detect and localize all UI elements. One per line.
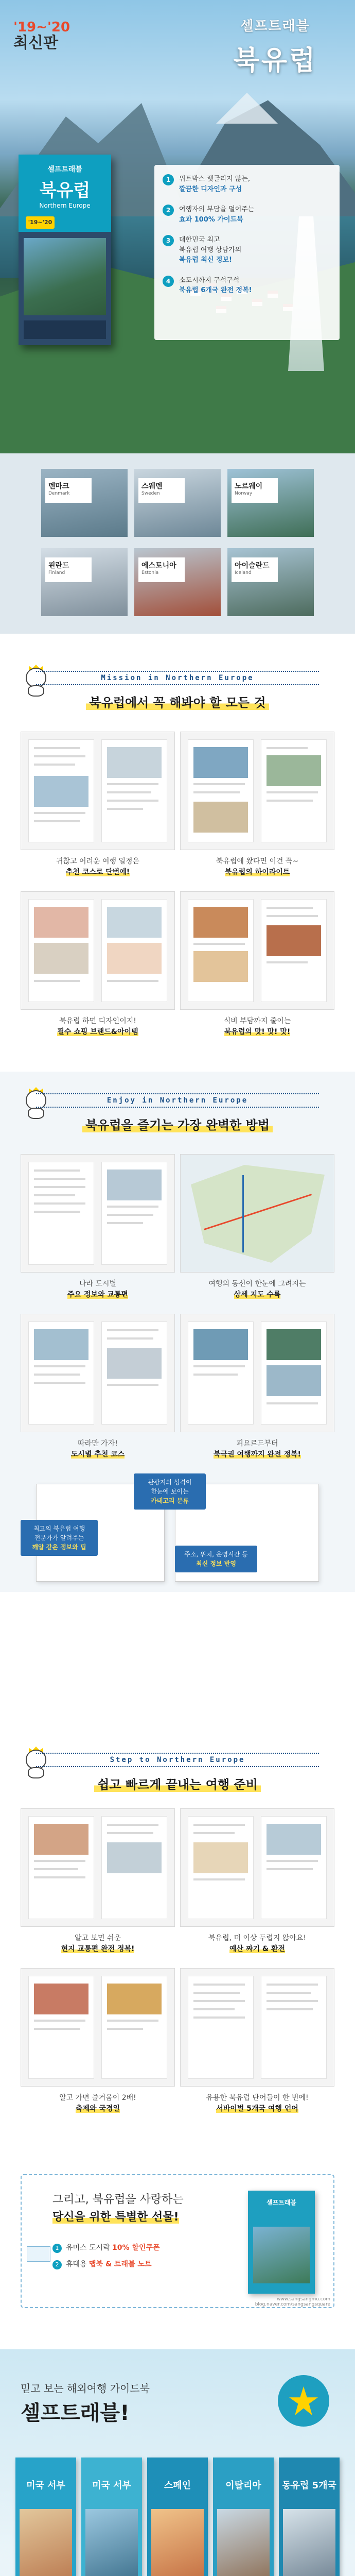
country-name: 아이슬란드	[235, 562, 270, 570]
publisher-urls: www.sangsangmu.com blog.naver.com/sangsangsquare	[255, 2297, 330, 2307]
country-label	[138, 478, 185, 503]
feature-caption	[21, 2093, 175, 2114]
series-title: 셀프트래블!	[21, 2401, 130, 2425]
page-title: 북유럽	[233, 45, 317, 76]
caption-line: 귀찮고 어려운 여행 일정은	[56, 857, 140, 866]
country-grid	[0, 453, 355, 634]
bullet-text: 소도시까지 구석구석	[179, 276, 240, 284]
bullet-highlight: 효과 100% 가이드북	[179, 215, 243, 224]
coupon-icon	[27, 2246, 50, 2262]
feature-caption	[180, 1279, 334, 1300]
country-name: 노르웨이	[235, 482, 263, 490]
series-name: 셀프트래블	[240, 19, 310, 34]
section-tag: Enjoy in Northern Europe	[36, 1093, 319, 1108]
cover-series: 셀프트래블	[47, 165, 82, 174]
bullet-number: 1	[163, 174, 174, 185]
page-preview	[180, 891, 334, 1010]
hero-title-block	[216, 15, 334, 82]
gift-item: 2 휴대용 맵북 & 트래블 노트	[52, 2259, 152, 2269]
page-collage	[21, 1479, 334, 1582]
mapbook-photo	[253, 2227, 310, 2283]
caption-highlight: 예산 짜기 & 환전	[229, 1945, 285, 1953]
country-card	[134, 469, 221, 537]
bullet-item	[163, 276, 331, 296]
bullet-text: 북유럽 여행 상담가의	[179, 246, 242, 254]
caption-highlight: 추천 코스로 단번에!	[65, 868, 130, 876]
book-cover	[19, 155, 111, 345]
section-tag: Step to Northern Europe	[36, 1753, 319, 1767]
page-preview	[21, 1808, 175, 1927]
map-preview	[180, 1154, 334, 1273]
section-headline: 북유럽을 즐기는 가장 완벽한 방법	[0, 1115, 355, 1133]
hero-banner	[0, 0, 355, 453]
caption-line: 여행의 동선이 한눈에 그려지는	[208, 1280, 306, 1288]
country-label	[232, 557, 278, 582]
page-preview	[21, 732, 175, 850]
country-label	[232, 478, 278, 503]
feature-caption	[21, 856, 175, 878]
gift-box	[21, 2174, 334, 2308]
caption-highlight: 북유럽의 맛! 맛! 맛!	[224, 1028, 291, 1036]
feature-item	[21, 1314, 175, 1460]
gift-item: 1 유미스 도시락 10% 할인쿠폰	[52, 2242, 160, 2253]
feature-item	[21, 891, 175, 1038]
bullet-number: 3	[163, 235, 174, 246]
country-english: Iceland	[235, 570, 252, 575]
series-book: 동유럽 5개국	[279, 2458, 340, 2576]
caption-highlight: 현지 교통편 완전 정복!	[61, 1945, 135, 1953]
gift-line-2: 당신을 위한 특별한 선물!	[52, 2211, 179, 2224]
cover-footer	[24, 320, 106, 339]
page-preview	[180, 732, 334, 850]
feature-caption	[180, 2093, 334, 2114]
cover-badge: '19~'20	[26, 216, 55, 229]
feature-item	[180, 732, 334, 878]
bullet-item	[163, 174, 331, 194]
country-english: Finland	[48, 570, 65, 575]
series-section	[0, 2349, 355, 2576]
feature-item	[180, 891, 334, 1038]
feature-bullets	[154, 165, 340, 340]
edition-badge	[13, 21, 70, 77]
country-label	[45, 478, 92, 503]
gift-line-1: 그리고, 북유럽을 사랑하는	[52, 2193, 184, 2206]
feature-caption	[21, 1016, 175, 1038]
cover-title: 북유럽	[39, 180, 91, 201]
bullet-number: 4	[163, 276, 174, 287]
country-name: 핀란드	[48, 562, 69, 570]
feature-caption	[21, 1933, 175, 1955]
feature-caption	[180, 1933, 334, 1955]
bullet-highlight: 깔끔한 디자인과 구성	[179, 185, 242, 193]
caption-line: 북유럽에 왔다면 이건 꼭~	[216, 857, 299, 866]
country-card	[134, 548, 221, 616]
page-preview	[180, 1968, 334, 2087]
page-preview	[180, 1808, 334, 1927]
caption-highlight: 축제와 국경일	[75, 2105, 120, 2113]
section-header-step	[0, 1750, 355, 1796]
feature-caption	[21, 1438, 175, 1460]
caption-highlight: 북유럽의 하이라이트	[224, 868, 290, 876]
country-name: 에스토니아	[141, 562, 176, 570]
bullet-text: 대한민국 최고	[179, 236, 220, 244]
caption-line: 피요르드부터	[236, 1439, 278, 1448]
country-english: Sweden	[141, 491, 160, 496]
caption-line: 유용한 북유럽 단어들이 한 번에!	[206, 2094, 309, 2102]
feature-caption	[180, 1016, 334, 1038]
country-name: 스웨덴	[141, 482, 163, 490]
country-english: Estonia	[141, 570, 159, 575]
country-label	[45, 557, 92, 582]
bullet-text: 위트박스 렛글리지 않는,	[179, 175, 250, 183]
country-card	[41, 469, 128, 537]
page-preview	[180, 1314, 334, 1432]
caption-line: 알고 보면 쉬운	[74, 1934, 121, 1942]
feature-item	[180, 1968, 334, 2114]
caption-highlight: 도시별 추천 코스	[70, 1450, 125, 1459]
callout: 주소, 위치, 운영시간 등 최신 정보 반영	[175, 1546, 257, 1572]
series-book: 스페인	[147, 2458, 208, 2576]
bullet-item	[163, 235, 331, 265]
caption-highlight: 서바이벌 5개국 여행 언어	[216, 2105, 298, 2113]
caption-line: 북유럽 하면 디자인이지!	[59, 1017, 136, 1025]
section-headline: 북유럽에서 꼭 해봐야 할 모든 것	[0, 692, 355, 710]
section-header-enjoy	[0, 1090, 355, 1137]
caption-line: 따라만 가자!	[78, 1439, 118, 1448]
feature-caption	[180, 1438, 334, 1460]
series-book: 미국 서부	[15, 2458, 76, 2576]
self-travel-logo-icon	[278, 2375, 329, 2427]
feature-item	[21, 1154, 175, 1300]
bullet-number: 2	[163, 205, 174, 216]
country-name: 덴마크	[48, 482, 69, 490]
country-card	[41, 548, 128, 616]
caption-line: 북유럽, 더 이상 두렵지 않아요!	[208, 1934, 307, 1942]
bullet-item	[163, 205, 331, 225]
series-books	[15, 2458, 340, 2576]
page-preview	[21, 1154, 175, 1273]
edition-years: '19~'20	[13, 20, 70, 35]
mapbook-cover: 셀프트래블	[248, 2191, 315, 2294]
callout: 최고의 북유럽 여행 전문가가 알려주는 깨알 같은 정보와 팁	[21, 1520, 98, 1556]
caption-line: 나라 도시별	[79, 1280, 117, 1288]
feature-item	[21, 1808, 175, 1955]
series-book: 미국 서부	[81, 2458, 142, 2576]
bullet-highlight: 북유럽 최신 정보!	[179, 256, 232, 264]
section-header-mission	[0, 668, 355, 714]
country-card	[227, 548, 314, 616]
section-tag: Mission in Northern Europe	[36, 671, 319, 685]
feature-caption	[21, 1279, 175, 1300]
country-english: Norway	[235, 491, 253, 496]
bullet-text: 여행자의 부담을 덜어주는	[179, 206, 255, 213]
feature-item	[180, 1808, 334, 1955]
caption-highlight: 북극권 여행까지 완전 정복!	[214, 1450, 301, 1459]
feature-item	[21, 732, 175, 878]
caption-line: 식비 부담까지 줄이는	[223, 1017, 291, 1025]
cover-english: Northern Europe	[39, 202, 91, 209]
callout: 관광지의 성격이 한눈에 보이는 카테고리 분류	[134, 1473, 206, 1510]
series-tagline: 믿고 보는 해외여행 가이드북	[21, 2382, 150, 2395]
caption-highlight: 필수 쇼핑 브랜드&아이템	[57, 1028, 138, 1036]
series-book: 이탈리아	[213, 2458, 274, 2576]
country-card	[227, 469, 314, 537]
feature-item	[21, 1968, 175, 2114]
caption-line: 알고 가면 즐거움이 2배!	[59, 2094, 136, 2102]
page-preview	[21, 1968, 175, 2087]
page-preview	[21, 1314, 175, 1432]
feature-item	[180, 1314, 334, 1460]
country-label	[138, 557, 185, 582]
caption-highlight: 상세 지도 수록	[234, 1291, 281, 1299]
bullet-highlight: 북유럽 6개국 완전 정복!	[179, 286, 252, 294]
country-english: Denmark	[48, 491, 70, 496]
section-headline: 쉽고 빠르게 끝내는 여행 준비	[0, 1774, 355, 1792]
edition-tag: 최신판	[13, 34, 58, 52]
feature-item	[180, 1154, 334, 1300]
page-preview	[21, 891, 175, 1010]
cover-photo	[24, 238, 106, 315]
caption-highlight: 주요 정보와 교통편	[67, 1291, 128, 1299]
feature-caption	[180, 856, 334, 878]
